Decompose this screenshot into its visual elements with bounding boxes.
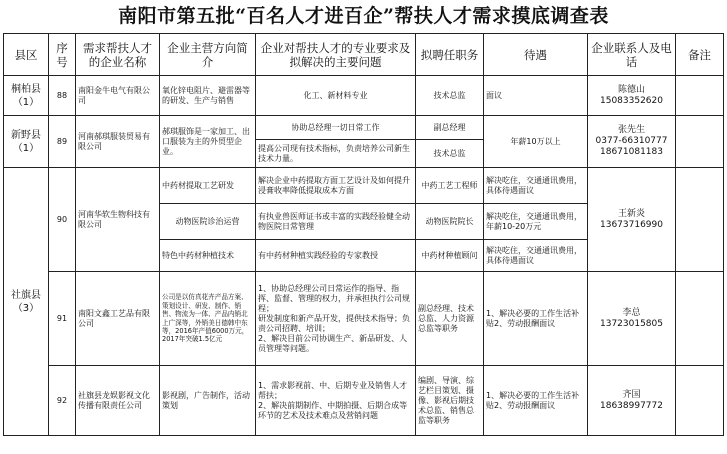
header-remarks: 备注: [676, 34, 724, 76]
company-cell: 河南华软生物科技有限公司: [76, 168, 160, 272]
header-position: 拟聘任职务: [416, 34, 484, 76]
contact-name: 张先生: [617, 125, 645, 135]
remarks-cell: [676, 116, 724, 168]
direction-cell: 特色中药材种植技术: [160, 240, 256, 272]
benefits-cell: 1、解决必要的工作生活补贴2、劳动报酬面议: [484, 366, 588, 436]
company-cell: 南阳金牛电气有限公司: [76, 76, 160, 116]
table-row: [4, 272, 724, 366]
benefits-cell: 解决吃住，交通通讯费用，年薪10-20万元: [484, 204, 588, 240]
header-company: 需求帮扶人才的企业名称: [76, 34, 160, 76]
position-cell: 技术总监: [416, 76, 484, 116]
benefits-cell: 面议: [484, 76, 588, 116]
page-title: 南阳市第五批“百名人才进百企”帮扶人才需求摸底调查表: [118, 5, 609, 27]
contact-phone: 0377-66310777: [595, 136, 668, 146]
table-row: [4, 116, 724, 140]
header-row: [4, 34, 724, 76]
contact-cell: [588, 76, 676, 116]
direction-cell: 影视剧，广告制作，活动策划: [160, 366, 256, 436]
header-requirements: 企业对帮扶人才的专业要求及拟解决的主要问题: [256, 34, 416, 76]
requirement-cell: 有执业兽医师证书或丰富的实践经验健全动物医院日常管理: [256, 204, 416, 240]
requirement-cell: 提高公司现有技术指标，负责培养公司新生技术力量。: [256, 140, 416, 168]
contact-cell: [588, 116, 676, 168]
seq-cell: 88: [49, 76, 76, 116]
position-cell: 副总经理: [416, 116, 484, 140]
direction-cell: 动物医院诊治运营: [160, 204, 256, 240]
header-direction: 企业主营方向简介: [160, 34, 256, 76]
contact-cell: [588, 272, 676, 366]
benefits-cell: 解决吃住，交通通讯费用，具体待遇面议: [484, 240, 588, 272]
remarks-cell: [676, 366, 724, 436]
remarks-cell: [676, 76, 724, 116]
table-row: [4, 366, 724, 436]
position-cell: 副总经理、技术总监、人力资源总监等职务: [416, 272, 484, 366]
contact-name: 齐国: [622, 389, 641, 400]
position-cell: 中药工艺工程师: [416, 168, 484, 204]
requirement-cell: 化工、新材料专业: [256, 76, 416, 116]
header-seq: 序号: [49, 34, 76, 76]
contact-name: 王新炎: [617, 208, 645, 219]
benefits-cell: 解决吃住，交通通讯费用，具体待遇面议: [484, 168, 588, 204]
contact-cell: [588, 366, 676, 436]
contact-phone: 15083352620: [600, 95, 663, 106]
company-cell: 社旗县龙娱影视文化传播有限责任公司: [76, 366, 160, 436]
contact-phone: 18671081183: [600, 147, 663, 157]
benefits-cell: 年薪10万以上: [484, 116, 588, 168]
requirement-cell: 解决企业中药提取方面工艺设计及如何提升浸膏收率降低提取成本方面: [256, 168, 416, 204]
header-contact: 企业联系人及电话: [588, 34, 676, 76]
talent-demand-table: [3, 33, 724, 436]
contact-cell: [588, 168, 676, 272]
requirement-cell: 协助总经理一切日常工作: [256, 116, 416, 140]
direction-cell: 郝琪服饰是一家加工、出口服装为主的外贸型企业。: [160, 116, 256, 168]
contact-name: 陈德山: [617, 84, 645, 95]
county-tongbai: 桐柏县（1）: [4, 76, 49, 116]
table-row: [4, 168, 724, 204]
contact-phone: 13723015805: [600, 318, 663, 329]
direction-cell: 公司是以仿真花卉产品方案、策划设计、研发、制作、销售、物流为一体、产品内销北上广深等，外销美日德韩中东等，2016年产值6000万元，2017年突破1.5亿元: [160, 272, 256, 366]
header-benefits: 待遇: [484, 34, 588, 76]
requirement-item: 2、解决目前公司协调生产、新品研发、人员管理等问题。: [258, 333, 408, 353]
position-cell: 动物医院院长: [416, 204, 484, 240]
contact-name: 李总: [622, 307, 641, 318]
seq-cell: 91: [49, 272, 76, 366]
requirement-cell: [256, 366, 416, 436]
direction-cell: 中药材提取工艺研发: [160, 168, 256, 204]
seq-cell: 90: [49, 168, 76, 272]
benefits-cell: 1、解决必要的工作生活补贴2、劳动报酬面议: [484, 272, 588, 366]
direction-cell: 氧化锌电阻片、避雷器等的研发、生产与销售: [160, 76, 256, 116]
position-cell: 中药材种植顾问: [416, 240, 484, 272]
remarks-cell: [676, 272, 724, 366]
county-xinye: 新野县（1）: [4, 116, 49, 168]
position-cell: 编剧、导演、综艺栏目策划、摄像、影视后期技术总监、销售总监等职务: [416, 366, 484, 436]
table-row: [4, 76, 724, 116]
header-county: 县区: [4, 34, 49, 76]
contact-phone: 18638997772: [600, 400, 663, 411]
company-cell: 河南郝琪服装贸易有限公司: [76, 116, 160, 168]
seq-cell: 89: [49, 116, 76, 168]
county-sheqi: 社旗县（3）: [4, 168, 49, 436]
remarks-cell: [676, 168, 724, 272]
requirement-cell: 有中药材种植实践经验的专家教授: [256, 240, 416, 272]
position-cell: 技术总监: [416, 140, 484, 168]
requirement-item: 1、需求影视前、中、后期专业及销售人才帮扶；: [258, 380, 408, 400]
requirement-item: 2、解决前期制作、中期拍摄、后期合成等环节的艺术及技术难点及营销问题: [258, 400, 408, 420]
contact-phone: 13673716990: [600, 219, 663, 230]
seq-cell: 92: [49, 366, 76, 436]
requirement-cell: [256, 272, 416, 366]
company-cell: 南阳文鑫工艺品有限公司: [76, 272, 160, 366]
requirement-item: 1、协助总经理公司日常运作的指导、指挥、监督、管理的权力，并承担执行公司规程；: [258, 283, 410, 313]
requirement-item: 研发制度和新产品开发，提供技术指导；负责公司招聘、培训；: [258, 313, 410, 333]
